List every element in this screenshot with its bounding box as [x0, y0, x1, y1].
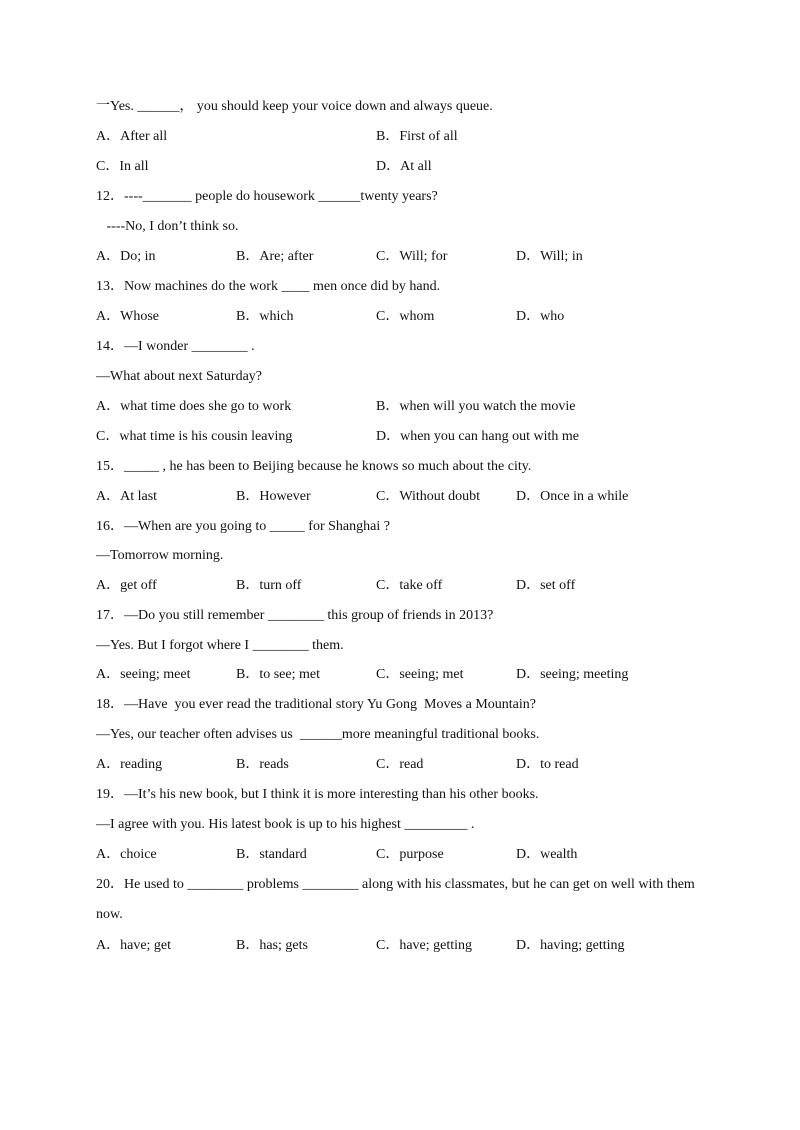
q12-option-b[interactable]: B．Are; after	[236, 249, 314, 264]
q13-option-a[interactable]: A．Whose	[96, 309, 159, 324]
q14-option-a[interactable]: A．what time does she go to work	[96, 399, 292, 414]
q18-option-a[interactable]: A．reading	[96, 757, 163, 772]
q14-option-c[interactable]: C．what time is his cousin leaving	[96, 429, 293, 444]
q18-option-b[interactable]: B．reads	[236, 757, 289, 772]
q14-stem: 14．—I wonder ________ .	[96, 339, 255, 354]
q13-option-c[interactable]: C．whom	[376, 309, 435, 324]
q14-response: —What about next Saturday?	[96, 369, 263, 384]
q14-option-d[interactable]: D．when you can hang out with me	[376, 429, 579, 444]
q20-option-b[interactable]: B．has; gets	[236, 938, 308, 953]
q19-option-d[interactable]: D．wealth	[516, 847, 578, 862]
q11-option-b[interactable]: B．First of all	[376, 129, 458, 144]
q18-option-c[interactable]: C．read	[376, 757, 424, 772]
q20-stem-continued: now.	[96, 907, 123, 922]
q12-option-a[interactable]: A．Do; in	[96, 249, 156, 264]
q11-option-d[interactable]: D．At all	[376, 159, 432, 174]
q13-option-b[interactable]: B．which	[236, 309, 294, 324]
q12-response: ----No, I don’t think so.	[96, 219, 239, 234]
q17-option-d[interactable]: D．seeing; meeting	[516, 667, 629, 682]
q18-option-d[interactable]: D．to read	[516, 757, 579, 772]
q16-option-c[interactable]: C．take off	[376, 578, 443, 593]
q13-option-d[interactable]: D．who	[516, 309, 565, 324]
q12-option-d[interactable]: D．Will; in	[516, 249, 583, 264]
q20-option-c[interactable]: C．have; getting	[376, 938, 473, 953]
q19-option-c[interactable]: C．purpose	[376, 847, 444, 862]
q16-response: —Tomorrow morning.	[96, 548, 224, 563]
q15-stem: 15．_____ , he has been to Beijing because he knows so much about the city.	[96, 459, 532, 474]
q11-option-a[interactable]: A．After all	[96, 129, 168, 144]
q11-option-c[interactable]: C．In all	[96, 159, 149, 174]
q17-option-c[interactable]: C．seeing; met	[376, 667, 464, 682]
q15-option-c[interactable]: C．Without doubt	[376, 489, 481, 504]
q15-option-b[interactable]: B．However	[236, 489, 311, 504]
q12-option-c[interactable]: C．Will; for	[376, 249, 448, 264]
q18-stem: 18．—Have you ever read the traditional story Yu Gong Moves a Mountain?	[96, 697, 536, 712]
q17-option-a[interactable]: A．seeing; meet	[96, 667, 191, 682]
q20-option-a[interactable]: A．have; get	[96, 938, 172, 953]
q11-stem: 一Yes. ______， you should keep your voice down and always queue.	[96, 99, 493, 114]
q13-stem: 13．Now machines do the work ____ men once did by hand.	[96, 279, 441, 294]
q14-option-b[interactable]: B．when will you watch the movie	[376, 399, 576, 414]
q16-option-a[interactable]: A．get off	[96, 578, 157, 593]
q12-stem: 12．----_______ people do housework ______twenty years?	[96, 189, 438, 204]
q17-response: —Yes. But I forgot where I ________ them.	[96, 638, 344, 653]
q16-option-b[interactable]: B．turn off	[236, 578, 302, 593]
q15-option-d[interactable]: D．Once in a while	[516, 489, 629, 504]
q20-option-d[interactable]: D．having; getting	[516, 938, 625, 953]
q17-stem: 17．—Do you still remember ________ this group of friends in 2013?	[96, 608, 494, 623]
q18-response: —Yes, our teacher often advises us ______more meaningful traditional books.	[96, 727, 540, 742]
q19-option-b[interactable]: B．standard	[236, 847, 307, 862]
q17-option-b[interactable]: B．to see; met	[236, 667, 320, 682]
q20-stem: 20．He used to ________ problems ________ along with his classmates, but he can get on well with them	[96, 877, 695, 892]
q15-option-a[interactable]: A．At last	[96, 489, 158, 504]
q16-option-d[interactable]: D．set off	[516, 578, 576, 593]
q19-response: —I agree with you. His latest book is up to his highest _________ .	[96, 817, 475, 832]
q16-stem: 16．—When are you going to _____ for Shanghai ?	[96, 519, 390, 534]
q19-stem: 19．—It’s his new book, but I think it is more interesting than his other books.	[96, 787, 539, 802]
q19-option-a[interactable]: A．choice	[96, 847, 157, 862]
